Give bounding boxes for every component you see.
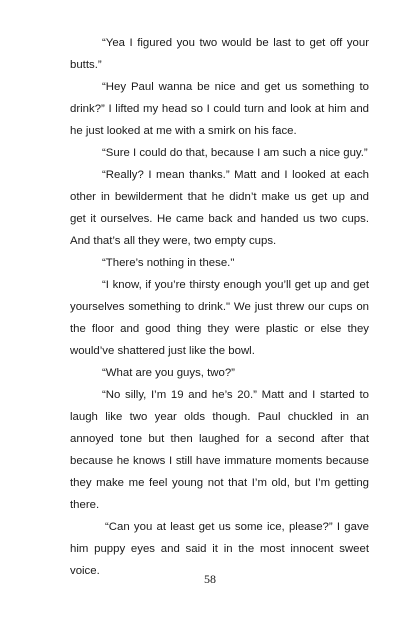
paragraph-4: “Really? I mean thanks.” Matt and I looked at each other in bewilderment that he didn’t make us get up and get it ourselves. He came back and handed us two cups. And that’s all they were, two empty cups. — [70, 169, 369, 247]
paragraph-9: “Can you at least get us some ice, please?” I gave him puppy eyes and said it in the most innocent sweet voice. — [70, 521, 369, 577]
paragraph-7: “What are you guys, two?” — [102, 367, 235, 379]
paragraph-8: “No silly, I’m 19 and he’s 20.” Matt and I started to laugh like two year olds though. Paul chuckled in an annoyed tone but then laughed for a second after that because he knows I still have immature moments because they make me feel young not that I’m old, but I’m getting there. — [70, 389, 369, 511]
body-text — [70, 32, 369, 582]
paragraph-6: “I know, if you’re thirsty enough you’ll get up and get yourselves something to drink." We just threw our cups on the floor and good thing they were plastic or else they would’ve shattered just like the bowl. — [70, 279, 369, 357]
paragraph-3: “Sure I could do that, because I am such a nice guy.” — [102, 147, 368, 159]
paragraph-2: “Hey Paul wanna be nice and get us something to drink?” I lifted my head so I could turn and look at him and he just looked at me with a smirk on his face. — [70, 81, 369, 137]
page-number: 58 — [204, 572, 216, 586]
paragraph-5: “There’s nothing in these." — [102, 257, 235, 269]
paragraph-1: “Yea I figured you two would be last to get off your butts.” — [70, 37, 369, 71]
